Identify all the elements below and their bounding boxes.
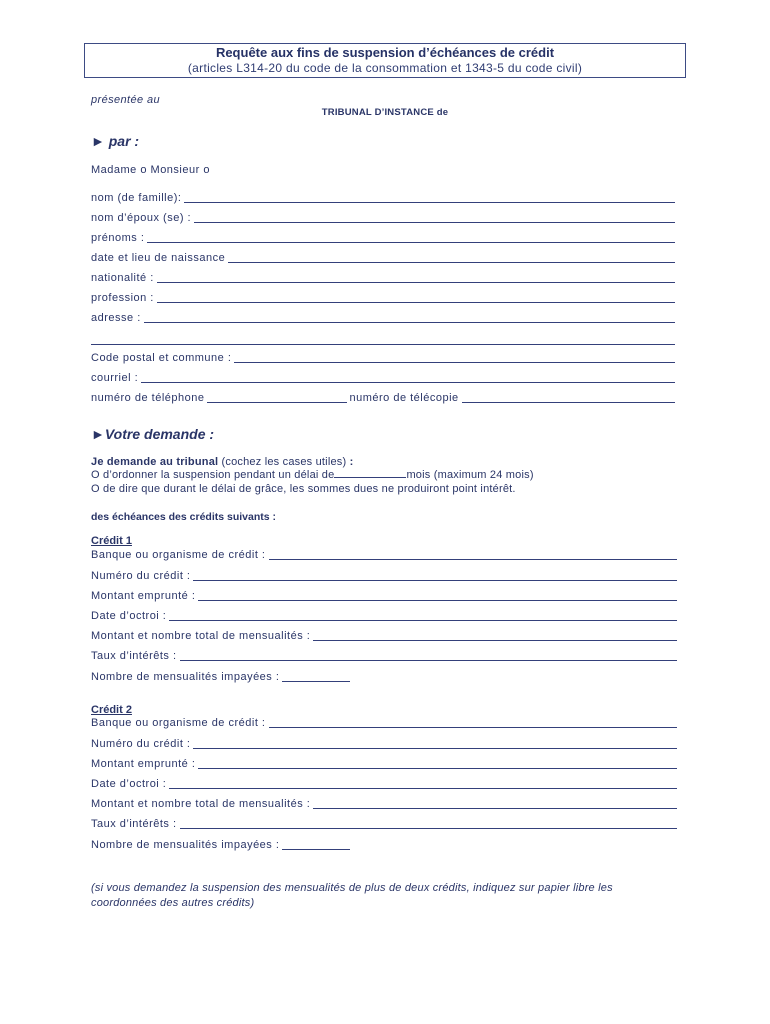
field-line[interactable] bbox=[184, 202, 675, 203]
field-line[interactable] bbox=[169, 620, 677, 621]
field-label: Taux d’intérêts : bbox=[91, 650, 177, 662]
option-suspension-text: O d’ordonner la suspension pendant un délai de bbox=[91, 469, 335, 481]
civility-choice: Madame o Monsieur o bbox=[91, 164, 210, 176]
field-label: Numéro du crédit : bbox=[91, 570, 191, 582]
field-row-address bbox=[91, 311, 675, 325]
field-row-married-name bbox=[91, 211, 675, 225]
field-row-email bbox=[91, 371, 675, 385]
field-label: Banque ou organisme de crédit : bbox=[91, 549, 266, 561]
credit-1-row-amount bbox=[91, 589, 677, 603]
field-line[interactable] bbox=[198, 768, 677, 769]
field-line[interactable] bbox=[282, 681, 350, 682]
field-label: date et lieu de naissance bbox=[91, 252, 226, 264]
court-name: TRIBUNAL D’INSTANCE de bbox=[321, 107, 449, 118]
phone-line[interactable] bbox=[207, 402, 347, 403]
field-label: courriel : bbox=[91, 372, 139, 384]
phone-label: numéro de téléphone bbox=[91, 392, 205, 404]
applicant-heading: ► par : bbox=[91, 133, 140, 149]
field-label: Montant et nombre total de mensualités : bbox=[91, 798, 311, 810]
field-line[interactable] bbox=[147, 242, 675, 243]
document-title: Requête aux fins de suspension d’échéances de crédit bbox=[215, 45, 555, 60]
request-intro-hint: (cochez les cases utiles) bbox=[221, 456, 347, 468]
field-line[interactable] bbox=[313, 640, 677, 641]
request-intro bbox=[91, 455, 354, 469]
field-row-postcode-city bbox=[91, 351, 675, 365]
field-line[interactable] bbox=[198, 600, 677, 601]
field-row-phone-fax bbox=[91, 391, 675, 405]
field-label: Montant et nombre total de mensualités : bbox=[91, 630, 311, 642]
field-label: Banque ou organisme de crédit : bbox=[91, 717, 266, 729]
field-label: nom d’époux (se) : bbox=[91, 212, 192, 224]
document-subtitle: (articles L314-20 du code de la consommation et 1343-5 du code civil) bbox=[187, 61, 583, 75]
field-line[interactable] bbox=[169, 788, 677, 789]
credit-1-row-interest bbox=[91, 649, 677, 663]
credit-2-title: Crédit 2 bbox=[91, 704, 132, 716]
field-label: prénoms : bbox=[91, 232, 145, 244]
credit-2-row-number bbox=[91, 737, 677, 751]
field-row-birth bbox=[91, 251, 675, 265]
field-row-family-name bbox=[91, 191, 675, 205]
credit-1-row-bank bbox=[91, 548, 677, 562]
credit-2-row-unpaid bbox=[91, 838, 677, 852]
field-label: adresse : bbox=[91, 312, 141, 324]
title-box bbox=[84, 43, 686, 78]
field-label: Montant emprunté : bbox=[91, 590, 196, 602]
presented-to-label: présentée au bbox=[91, 94, 161, 106]
field-line[interactable] bbox=[141, 382, 675, 383]
credits-heading: des échéances des crédits suivants : bbox=[91, 511, 277, 523]
footnote-line-2: coordonnées des autres crédits) bbox=[91, 897, 255, 909]
field-row-first-names bbox=[91, 231, 675, 245]
field-label: Montant emprunté : bbox=[91, 758, 196, 770]
field-line[interactable] bbox=[144, 322, 675, 323]
field-line[interactable] bbox=[313, 808, 677, 809]
request-heading: ►Votre demande : bbox=[91, 426, 215, 442]
field-label: Numéro du crédit : bbox=[91, 738, 191, 750]
credit-2-row-interest bbox=[91, 817, 677, 831]
credit-1-row-installments bbox=[91, 629, 677, 643]
field-row-nationality bbox=[91, 271, 675, 285]
field-label: profession : bbox=[91, 292, 154, 304]
fax-line[interactable] bbox=[462, 402, 675, 403]
field-line[interactable] bbox=[91, 344, 675, 345]
field-label: nom (de famille): bbox=[91, 192, 182, 204]
credit-1-title: Crédit 1 bbox=[91, 535, 132, 547]
field-line[interactable] bbox=[269, 727, 678, 728]
credit-2-row-bank bbox=[91, 716, 677, 730]
field-line[interactable] bbox=[282, 849, 350, 850]
credit-2-row-amount bbox=[91, 757, 677, 771]
request-intro-colon: : bbox=[349, 456, 354, 468]
credit-2-row-installments bbox=[91, 797, 677, 811]
field-line[interactable] bbox=[228, 262, 675, 263]
credit-2-row-date bbox=[91, 777, 677, 791]
fax-label: numéro de télécopie bbox=[349, 392, 459, 404]
request-option-no-interest: O de dire que durant le délai de grâce, les sommes dues ne produiront point intérêt. bbox=[91, 483, 516, 495]
field-label: Nombre de mensualités impayées : bbox=[91, 671, 280, 683]
request-intro-bold: Je demande au tribunal bbox=[91, 456, 219, 468]
option-suspension-suffix: mois (maximum 24 mois) bbox=[406, 469, 534, 481]
field-label: nationalité : bbox=[91, 272, 154, 284]
field-line[interactable] bbox=[269, 559, 678, 560]
credit-1-row-date bbox=[91, 609, 677, 623]
field-label: Date d’octroi : bbox=[91, 610, 167, 622]
delay-months-line[interactable] bbox=[334, 477, 406, 478]
field-label: Code postal et commune : bbox=[91, 352, 232, 364]
footnote-line-1: (si vous demandez la suspension des mensualités de plus de deux crédits, indiquez sur papier libre les bbox=[91, 882, 613, 894]
field-label: Date d’octroi : bbox=[91, 778, 167, 790]
credit-1-row-number bbox=[91, 569, 677, 583]
field-line[interactable] bbox=[194, 222, 675, 223]
field-line[interactable] bbox=[157, 282, 675, 283]
field-line[interactable] bbox=[193, 580, 677, 581]
request-option-suspension bbox=[91, 468, 534, 482]
field-line[interactable] bbox=[193, 748, 677, 749]
field-line[interactable] bbox=[180, 660, 677, 661]
field-line[interactable] bbox=[234, 362, 675, 363]
field-label: Taux d’intérêts : bbox=[91, 818, 177, 830]
field-row-profession bbox=[91, 291, 675, 305]
field-line[interactable] bbox=[157, 302, 675, 303]
field-row-address-continued bbox=[91, 333, 675, 347]
field-label: Nombre de mensualités impayées : bbox=[91, 839, 280, 851]
credit-1-row-unpaid bbox=[91, 670, 677, 684]
field-line[interactable] bbox=[180, 828, 677, 829]
